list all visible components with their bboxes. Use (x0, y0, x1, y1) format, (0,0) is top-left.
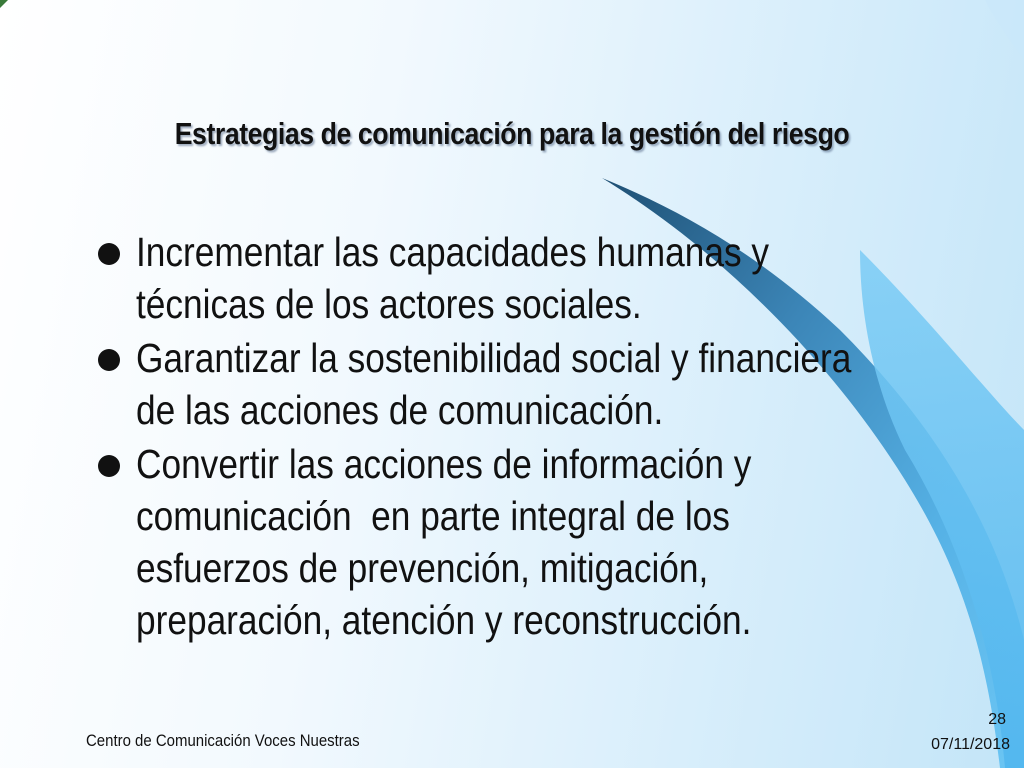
bullet-dot-icon (98, 243, 120, 265)
bullet-line: preparación, atención y reconstrucción. (136, 597, 752, 643)
bullet-line: Convertir las acciones de información y (136, 441, 752, 487)
bullet-line: Garantizar la sostenibilidad social y financiera (136, 335, 852, 381)
corner-marker-icon (0, 0, 8, 8)
bullet-line: técnicas de los actores sociales. (136, 281, 642, 327)
bullet-item (98, 332, 998, 436)
slide-title: Estrategias de comunicación para la gestión del riesgo (174, 116, 850, 151)
footer-organization: Centro de Comunicación Voces Nuestras (86, 731, 360, 750)
bullet-line: comunicación en parte integral de los (136, 493, 730, 539)
slide-number: 28 (988, 711, 1006, 728)
footer-date: 07/11/2018 (931, 736, 1010, 753)
bullet-text (136, 332, 910, 436)
bullet-line: esfuerzos de prevención, mitigación, (136, 545, 709, 591)
bullet-dot-icon (98, 349, 120, 371)
bullet-list (98, 226, 998, 648)
bullet-item (98, 438, 998, 646)
bullet-item (98, 226, 998, 330)
bullet-text (136, 438, 910, 646)
bullet-line: Incrementar las capacidades humanas y (136, 229, 770, 275)
bullet-line: de las acciones de comunicación. (136, 387, 664, 433)
bullet-text (136, 226, 910, 330)
bullet-dot-icon (98, 455, 120, 477)
